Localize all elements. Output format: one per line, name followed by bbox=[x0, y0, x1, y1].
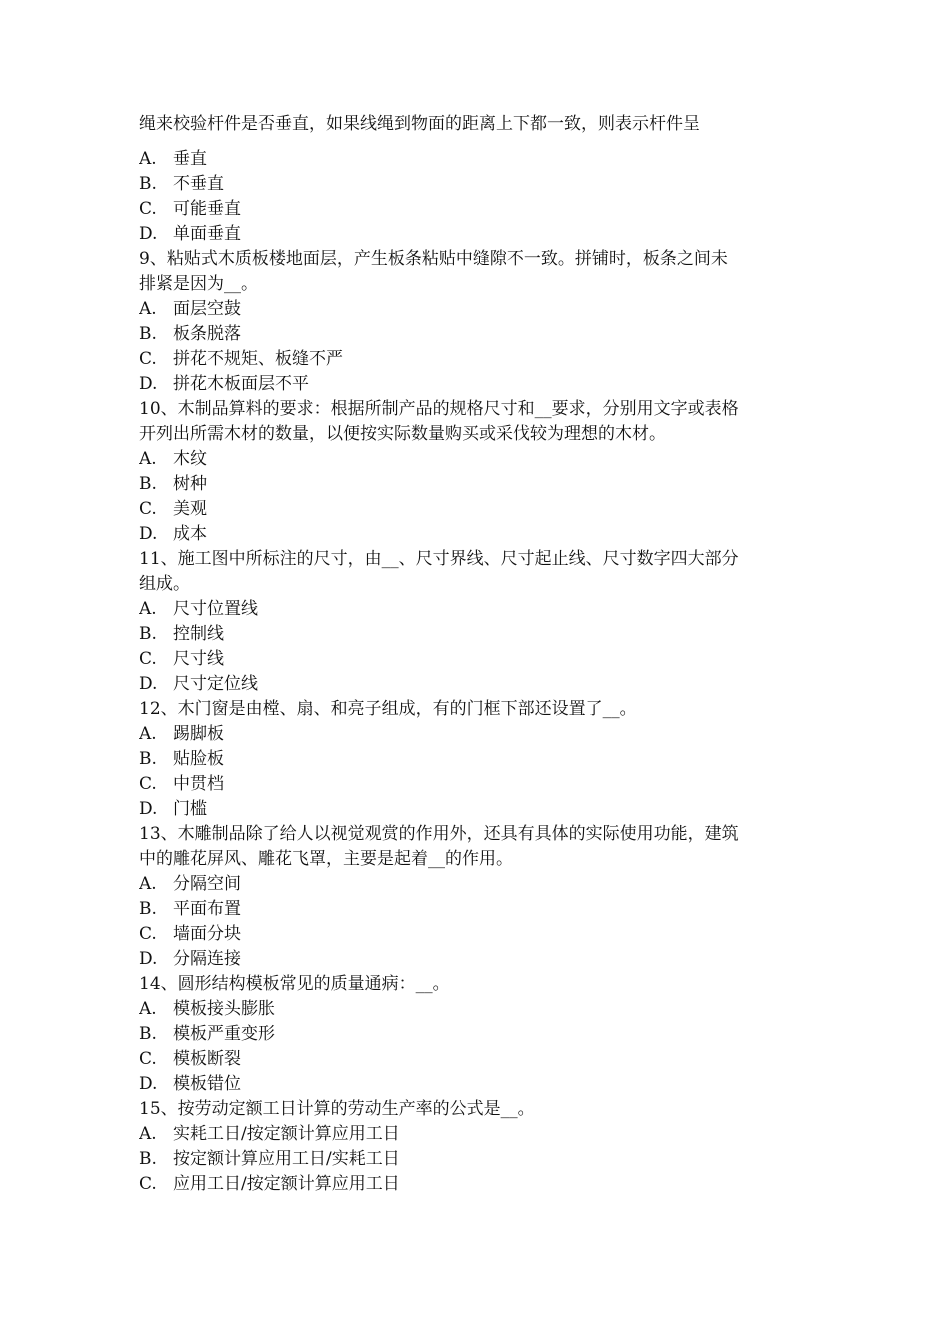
option-letter: D. bbox=[139, 374, 158, 394]
option-row bbox=[139, 522, 829, 547]
option-letter: B. bbox=[139, 749, 157, 769]
question-block bbox=[139, 397, 829, 547]
option-text: 尺寸定位线 bbox=[173, 674, 258, 694]
option-row bbox=[139, 747, 829, 772]
option-text: 应用工日/按定额计算应用工日 bbox=[173, 1174, 400, 1194]
option-letter: B. bbox=[139, 324, 157, 344]
question-line: 9、粘贴式木质板楼地面层，产生板条粘贴中缝隙不一致。拼铺时，板条之间未 bbox=[139, 249, 728, 269]
option-row bbox=[139, 172, 829, 197]
option-text: 尺寸线 bbox=[173, 649, 224, 669]
option-letter: A. bbox=[139, 874, 157, 894]
question-line: 开列出所需木材的数量，以便按实际数量购买或采伐较为理想的木材。 bbox=[139, 424, 666, 444]
option-row bbox=[139, 222, 829, 247]
option-text: 模板错位 bbox=[173, 1074, 241, 1094]
option-text: 模板接头膨胀 bbox=[173, 999, 275, 1019]
option-letter: D. bbox=[139, 1074, 158, 1094]
option-row bbox=[139, 1172, 829, 1197]
option-row bbox=[139, 672, 829, 697]
question-line: 排紧是因为__。 bbox=[139, 274, 258, 294]
option-letter: C. bbox=[139, 649, 157, 669]
option-text: 拼花木板面层不平 bbox=[173, 374, 309, 394]
option-letter: B. bbox=[139, 1149, 157, 1169]
option-letter: A. bbox=[139, 599, 157, 619]
option-text: 垂直 bbox=[173, 149, 207, 169]
option-row bbox=[139, 1047, 829, 1072]
option-row bbox=[139, 1147, 829, 1172]
option-letter: A. bbox=[139, 449, 157, 469]
question-block bbox=[139, 247, 829, 397]
option-text: 尺寸位置线 bbox=[173, 599, 258, 619]
question-line: 中的雕花屏风、雕花飞罩，主要是起着__的作用。 bbox=[139, 849, 513, 869]
option-row bbox=[139, 1122, 829, 1147]
question-line: 14、圆形结构模板常见的质量通病：__。 bbox=[139, 974, 450, 994]
option-row bbox=[139, 1072, 829, 1097]
option-text: 贴脸板 bbox=[173, 749, 224, 769]
option-row bbox=[139, 347, 829, 372]
option-row bbox=[139, 722, 829, 747]
option-text: 平面布置 bbox=[173, 899, 241, 919]
option-text: 模板断裂 bbox=[173, 1049, 241, 1069]
option-letter: C. bbox=[139, 499, 157, 519]
option-letter: B. bbox=[139, 1024, 157, 1044]
option-letter: D. bbox=[139, 524, 158, 544]
option-row bbox=[139, 647, 829, 672]
question-block bbox=[139, 972, 829, 1097]
option-text: 木纹 bbox=[173, 449, 207, 469]
intro-options bbox=[139, 147, 829, 247]
option-letter: A. bbox=[139, 1124, 157, 1144]
option-text: 墙面分块 bbox=[173, 924, 241, 944]
document-page bbox=[139, 112, 829, 1197]
option-text: 美观 bbox=[173, 499, 207, 519]
option-letter: C. bbox=[139, 1049, 157, 1069]
option-text: 模板严重变形 bbox=[173, 1024, 275, 1044]
option-letter: C. bbox=[139, 774, 157, 794]
question-line: 15、按劳动定额工日计算的劳动生产率的公式是__。 bbox=[139, 1099, 535, 1119]
option-letter: B. bbox=[139, 624, 157, 644]
question-block bbox=[139, 822, 829, 972]
option-row bbox=[139, 497, 829, 522]
option-row bbox=[139, 322, 829, 347]
option-letter: D. bbox=[139, 799, 158, 819]
option-text: 控制线 bbox=[173, 624, 224, 644]
option-letter: D. bbox=[139, 224, 158, 244]
option-text: 分隔空间 bbox=[173, 874, 241, 894]
option-row bbox=[139, 872, 829, 897]
option-text: 可能垂直 bbox=[173, 199, 241, 219]
option-text: 按定额计算应用工日/实耗工日 bbox=[173, 1149, 400, 1169]
option-text: 中贯档 bbox=[173, 774, 224, 794]
question-list bbox=[139, 247, 829, 1197]
option-text: 不垂直 bbox=[173, 174, 224, 194]
option-text: 单面垂直 bbox=[173, 224, 241, 244]
option-text: 分隔连接 bbox=[173, 949, 241, 969]
option-row bbox=[139, 597, 829, 622]
option-letter: C. bbox=[139, 1174, 157, 1194]
option-row bbox=[139, 622, 829, 647]
option-text: 实耗工日/按定额计算应用工日 bbox=[173, 1124, 400, 1144]
intro-line: 绳来校验杆件是否垂直，如果线绳到物面的距离上下都一致，则表示杆件呈 bbox=[139, 114, 700, 134]
option-letter: D. bbox=[139, 674, 158, 694]
option-letter: B. bbox=[139, 899, 157, 919]
option-letter: C. bbox=[139, 924, 157, 944]
question-line: 组成。 bbox=[139, 574, 190, 594]
option-row bbox=[139, 947, 829, 972]
option-letter: A. bbox=[139, 999, 157, 1019]
option-row bbox=[139, 797, 829, 822]
option-letter: A. bbox=[139, 299, 157, 319]
question-line: 11、施工图中所标注的尺寸，由__、尺寸界线、尺寸起止线、尺寸数字四大部分 bbox=[139, 549, 739, 569]
option-letter: C. bbox=[139, 349, 157, 369]
question-line: 13、木雕制品除了给人以视觉观赏的作用外，还具有具体的实际使用功能，建筑 bbox=[139, 824, 739, 844]
option-row bbox=[139, 1022, 829, 1047]
option-text: 门槛 bbox=[173, 799, 207, 819]
option-text: 板条脱落 bbox=[173, 324, 241, 344]
option-letter: C. bbox=[139, 199, 157, 219]
option-row bbox=[139, 922, 829, 947]
option-text: 踢脚板 bbox=[173, 724, 224, 744]
option-text: 拼花不规矩、板缝不严 bbox=[173, 349, 343, 369]
option-row bbox=[139, 447, 829, 472]
question-line: 12、木门窗是由樘、扇、和亮子组成，有的门框下部还设置了__。 bbox=[139, 699, 637, 719]
option-text: 成本 bbox=[173, 524, 207, 544]
option-row bbox=[139, 197, 829, 222]
option-row bbox=[139, 897, 829, 922]
option-row bbox=[139, 472, 829, 497]
option-row bbox=[139, 147, 829, 172]
question-block bbox=[139, 697, 829, 822]
option-text: 树种 bbox=[173, 474, 207, 494]
option-letter: B. bbox=[139, 474, 157, 494]
option-letter: A. bbox=[139, 724, 157, 744]
question-block bbox=[139, 547, 829, 697]
option-row bbox=[139, 997, 829, 1022]
option-row bbox=[139, 372, 829, 397]
paragraph-gap bbox=[139, 137, 829, 147]
option-letter: D. bbox=[139, 949, 158, 969]
option-letter: A. bbox=[139, 149, 157, 169]
option-letter: B. bbox=[139, 174, 157, 194]
option-row bbox=[139, 772, 829, 797]
option-row bbox=[139, 297, 829, 322]
option-text: 面层空鼓 bbox=[173, 299, 241, 319]
question-line: 10、木制品算料的要求：根据所制产品的规格尺寸和__要求，分别用文字或表格 bbox=[139, 399, 739, 419]
question-block bbox=[139, 1097, 829, 1197]
